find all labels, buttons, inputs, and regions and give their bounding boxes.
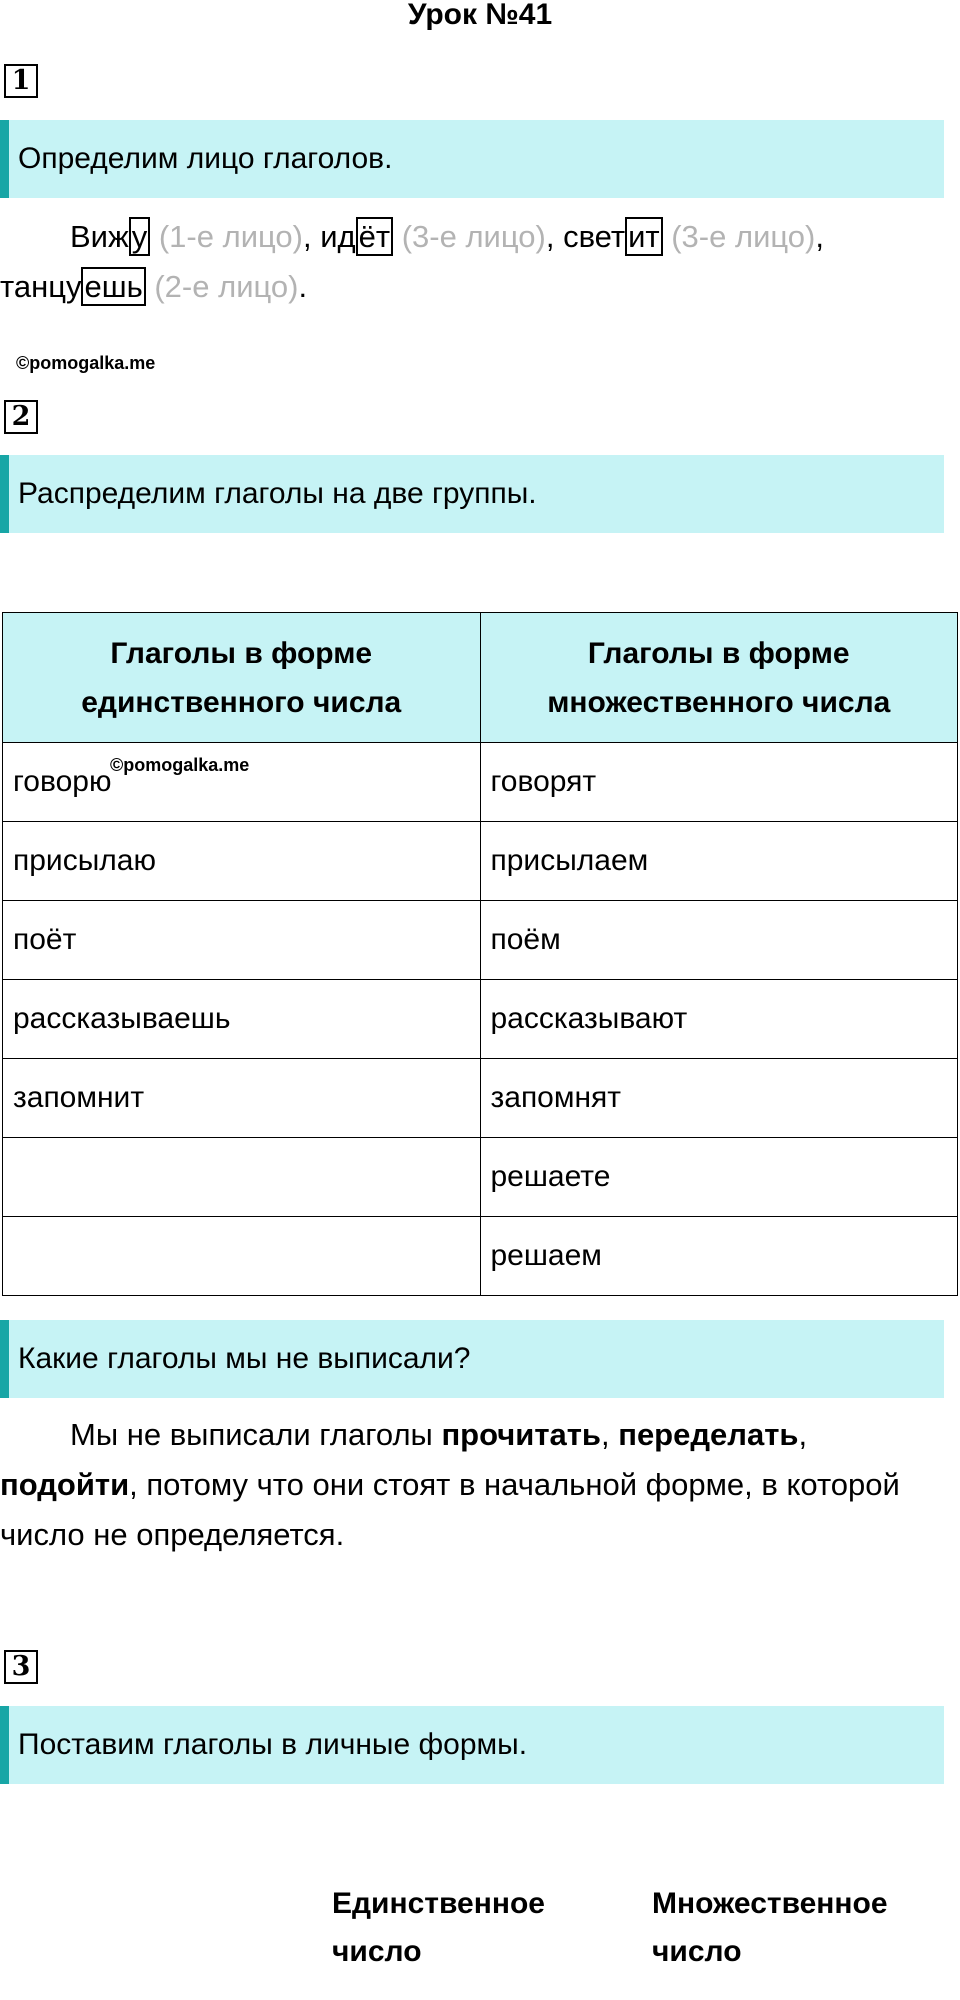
w3-stem: свет: [563, 219, 626, 254]
separator: ,: [815, 219, 824, 254]
answer-text: , потому что они стоят в начальной форме, в которой число не определяется.: [0, 1467, 900, 1552]
header-singular: Глаголы в форме единственного числа: [3, 613, 481, 743]
verb-bold: прочитать: [441, 1417, 601, 1452]
w3-note: (3-е лицо): [671, 219, 816, 254]
header-plural: Глаголы в форме множественного числа: [480, 613, 958, 743]
answer-text: ,: [798, 1417, 808, 1452]
w3-ending: ит: [625, 217, 663, 256]
table-header-row: [3, 613, 958, 743]
verb-bold: подойти: [0, 1467, 130, 1502]
w1-note: (1-е лицо): [158, 219, 303, 254]
task1-answer: [0, 212, 944, 312]
task-number-1: 1: [4, 64, 38, 98]
watermark: ©pomogalka.me: [16, 353, 156, 373]
table-row: [3, 822, 958, 901]
task2-answer: [0, 1410, 944, 1560]
w2-ending: ёт: [356, 217, 393, 256]
page-title: Урок №41: [407, 0, 553, 31]
task2-banner: Распределим глаголы на две группы.: [0, 455, 944, 533]
table-row: [3, 1059, 958, 1138]
cell-singular: [3, 1138, 481, 1217]
cell-plural: решаете: [480, 1138, 958, 1217]
cell-plural: рассказывают: [480, 980, 958, 1059]
cell-plural: поём: [480, 901, 958, 980]
cell-plural: говорят: [480, 743, 958, 822]
verbs-table: [2, 612, 958, 1296]
table-row: [3, 901, 958, 980]
w4-note: (2-е лицо): [154, 269, 299, 304]
task-number-2: 2: [4, 400, 38, 434]
cell-singular: рассказываешь: [3, 980, 481, 1059]
w2-note: (3-е лицо): [401, 219, 546, 254]
table-row: [3, 1138, 958, 1217]
w1-stem: Виж: [70, 219, 129, 254]
verb-bold: переделать: [618, 1417, 799, 1452]
w1-ending: у: [129, 217, 151, 256]
column-plural: Множественное число: [652, 1887, 888, 1968]
answer-text: ,: [600, 1417, 619, 1452]
task1-banner: Определим лицо глаголов.: [0, 120, 944, 198]
period: .: [298, 269, 308, 304]
question-banner: Какие глаголы мы не выписали?: [0, 1320, 944, 1398]
cell-plural: присылаем: [480, 822, 958, 901]
w4-ending: ешь: [81, 267, 145, 306]
answer-text: Мы не выписали глаголы: [70, 1417, 442, 1452]
task-number-3: 3: [4, 1650, 38, 1684]
cell-singular: говорю: [3, 743, 481, 822]
column-singular: Единственное число: [332, 1887, 545, 1968]
cell-singular: запомнит: [3, 1059, 481, 1138]
w4-stem: танцу: [0, 269, 82, 304]
w2-stem: ид: [320, 219, 356, 254]
cell-plural: запомнят: [480, 1059, 958, 1138]
separator: ,: [302, 219, 321, 254]
cell-singular: поёт: [3, 901, 481, 980]
cell-singular: присылаю: [3, 822, 481, 901]
watermark: ©pomogalka.me: [110, 755, 250, 775]
task3-banner: Поставим глаголы в личные формы.: [0, 1706, 944, 1784]
separator: ,: [545, 219, 564, 254]
table-row: [3, 980, 958, 1059]
table-row: [3, 1217, 958, 1296]
cell-singular: [3, 1217, 481, 1296]
cell-plural: решаем: [480, 1217, 958, 1296]
